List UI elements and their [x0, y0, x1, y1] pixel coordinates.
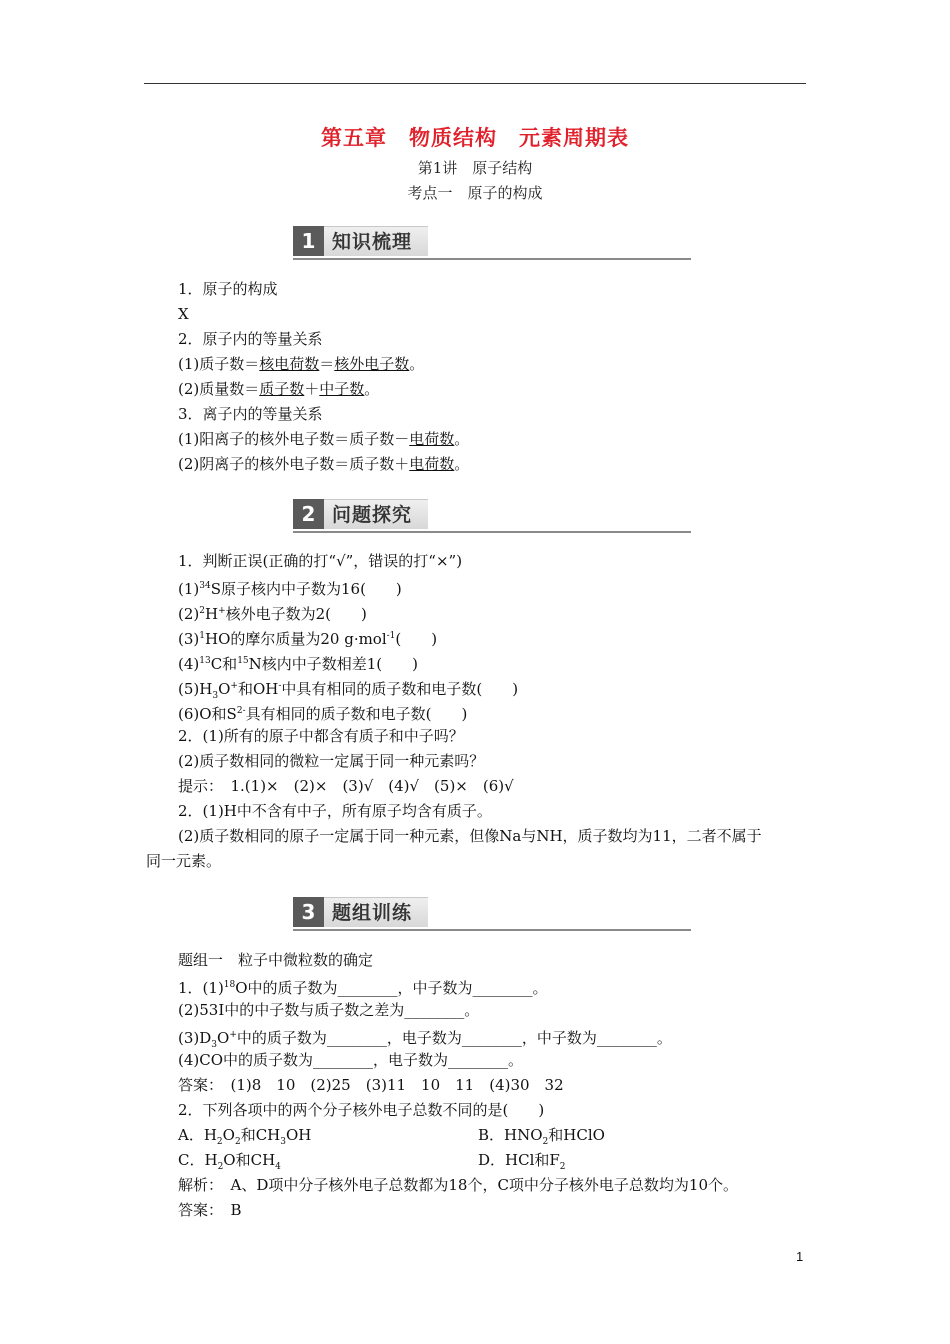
knowledge-line: 3．离子内的等量关系: [178, 405, 323, 423]
option-d: D．HCl和$F_2$: [478, 1151, 566, 1172]
section-rule: [293, 531, 691, 533]
lecture-title: 第1讲 原子结构: [417, 159, 533, 177]
hint-line: 2．(1)H中不含有中子，所有原子均含有质子。: [178, 802, 492, 820]
section-label: 题组训练: [324, 897, 428, 927]
section-number: 1: [293, 226, 324, 256]
page-number: 1: [796, 1249, 804, 1264]
explore-line: (2)质子数相同的微粒一定属于同一种元素吗？: [178, 752, 485, 770]
explore-line: 2．(1)所有的原子中都含有质子和中子吗？: [178, 727, 464, 745]
section-banner-1: [293, 226, 691, 262]
chapter-title: 第五章 物质结构 元素周期表: [321, 125, 629, 150]
section-rule: [293, 929, 691, 931]
practice-line: 1．$(1)^{18}O$中的质子数为________，中子数为________。: [178, 979, 548, 997]
section-rule: [293, 258, 691, 260]
hint-line: 提示： 1.(1)× (2)× (3)√ (4)√ (5)× (6)√: [178, 777, 514, 795]
practice-line: (2)53I中的中子数与质子数之差为________。: [178, 1001, 480, 1019]
option-b: B．$HNO_2$和HClO: [478, 1126, 605, 1147]
knowledge-line: (2)质量数＝质子数＋中子数。: [178, 380, 380, 398]
section-banner-3: [293, 897, 691, 933]
practice-line: (4)CO中的质子数为________，电子数为________。: [178, 1051, 524, 1069]
section-label: 问题探究: [324, 499, 428, 529]
explore-line: (6)O和$S^{2-}$具有相同的质子数和电子数( ): [178, 705, 468, 723]
explore-line: $(3)^1HO$的摩尔质量为20 g·mol$^{-1}$( ): [178, 630, 438, 648]
explore-line: $(5)H_3O^+$和OH-中具有相同的质子数和电子数( ): [178, 680, 519, 701]
section-number: 3: [293, 897, 324, 927]
knowledge-line: X: [178, 305, 189, 323]
explore-line: 1．判断正误(正确的打“√”，错误的打“×”): [178, 552, 463, 570]
knowledge-line: (2)阴离子的核外电子数＝质子数＋电荷数。: [178, 455, 470, 473]
hint-line: 同一元素。: [146, 852, 222, 870]
practice-group-title: 题组一 粒子中微粒数的确定: [178, 951, 374, 969]
knowledge-line: 2．原子内的等量关系: [178, 330, 323, 348]
practice-line: 2．下列各项中的两个分子核外电子总数不同的是( ): [178, 1101, 545, 1119]
hint-line: (2)质子数相同的原子一定属于同一种元素，但像Na与NH，质子数均为11，二者不属于: [178, 827, 762, 845]
topic-title: 考点一 原子的构成: [407, 184, 543, 202]
answer-line: 答案： (1)8 10 (2)25 (3)11 10 11 (4)30 32: [178, 1076, 564, 1094]
explore-line: $(1)^{34}S$原子核内中子数为16( ): [178, 580, 402, 598]
option-c: C．$H_2O$和$CH_4$: [178, 1151, 281, 1172]
answer-line: 答案： B: [178, 1201, 242, 1219]
knowledge-line: (1)阳离子的核外电子数＝质子数－电荷数。: [178, 430, 470, 448]
practice-line: $(3)D_3O^+$中的质子数为________，电子数为________，中子数为________。: [178, 1029, 672, 1050]
explore-line: $(4)^{13}C$和$^{15}$N核内中子数相差1( ): [178, 655, 419, 673]
section-number: 2: [293, 499, 324, 529]
explore-line: $(2)^2H^+$核外电子数为2( ): [178, 605, 367, 623]
analysis-line: 解析： A、D项中分子核外电子总数都为18个，C项中分子核外电子总数均为10个。: [178, 1176, 739, 1194]
knowledge-line: (1)质子数＝核电荷数＝核外电子数。: [178, 355, 425, 373]
section-label: 知识梳理: [324, 226, 428, 256]
section-banner-2: [293, 499, 691, 535]
knowledge-line: 1．原子的构成: [178, 280, 278, 298]
top-rule: [144, 83, 806, 84]
option-a: A．$H_2O_2$和$CH_3OH$: [178, 1126, 312, 1147]
